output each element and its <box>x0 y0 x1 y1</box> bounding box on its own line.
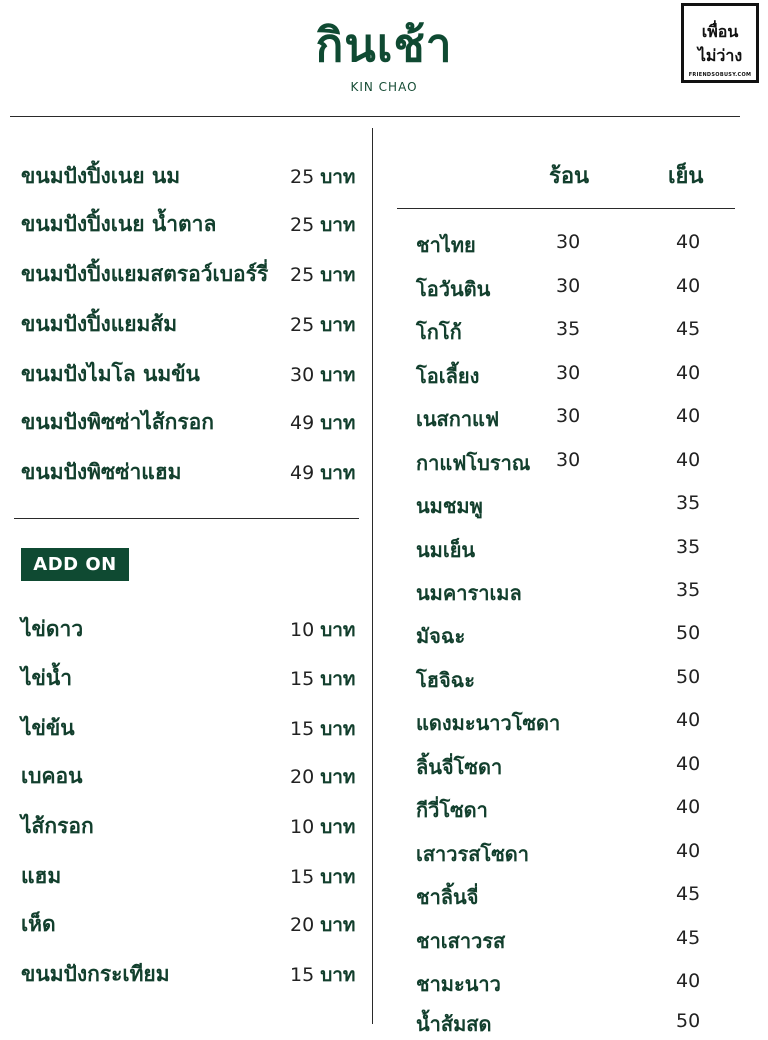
addon-item-name: ไส้กรอก <box>21 814 94 838</box>
menu-item-price <box>290 408 355 438</box>
drink-hot-price: 30 <box>556 362 581 384</box>
menu-item-name: ขนมปังปิ้งเนย น้ำตาล <box>21 212 217 236</box>
drink-name: เสาวรสโซดา <box>416 842 529 866</box>
drink-name: โอเลี้ยง <box>416 364 480 388</box>
page-title: กินเช้า <box>315 18 453 72</box>
price-value: 25 <box>290 314 315 336</box>
drink-name: แดงมะนาวโซดา <box>416 711 561 735</box>
drink-name: น้ำส้มสด <box>416 1012 492 1036</box>
drink-cold-price: 50 <box>676 622 701 644</box>
drink-cold-price: 45 <box>676 883 701 905</box>
addon-item-price <box>290 615 355 645</box>
page-subtitle: KIN CHAO <box>350 80 418 94</box>
drink-name: โกโก้ <box>416 320 462 344</box>
addon-item-price <box>290 960 355 990</box>
drink-cold-price: 45 <box>676 318 701 340</box>
drink-cold-price: 40 <box>676 753 701 775</box>
price-value: 25 <box>290 264 315 286</box>
toast-section-divider <box>14 518 359 519</box>
menu-item-price <box>290 162 355 192</box>
price-unit: บาท <box>320 166 356 188</box>
drink-hot-price: 30 <box>556 405 581 427</box>
price-unit: บาท <box>320 766 356 788</box>
addon-item-price <box>290 812 355 842</box>
drink-name: ชาเสาวรส <box>416 929 506 953</box>
addon-item-price <box>290 664 355 694</box>
drink-cold-price: 40 <box>676 796 701 818</box>
drink-name: นมชมพู <box>416 494 483 518</box>
brand-logo <box>681 3 759 83</box>
menu-item-price <box>290 260 355 290</box>
drink-cold-price: 40 <box>676 840 701 862</box>
drink-name: กาแฟโบราณ <box>416 451 531 475</box>
drink-name: มัจฉะ <box>416 624 466 648</box>
drink-cold-price: 40 <box>676 449 701 471</box>
addon-badge: ADD ON <box>21 548 129 581</box>
menu-item-name: ขนมปังพิซซ่าไส้กรอก <box>21 410 214 434</box>
addon-item-name: ไข่ข้น <box>21 716 75 740</box>
addon-item-price <box>290 910 355 940</box>
header-divider <box>10 116 740 117</box>
menu-item-price <box>290 310 355 340</box>
price-value: 49 <box>290 462 315 484</box>
menu-item-price <box>290 458 355 488</box>
menu-item-name: ขนมปังพิซซ่าแฮม <box>21 460 182 484</box>
drink-name: โฮจิฉะ <box>416 668 476 692</box>
price-value: 25 <box>290 166 315 188</box>
menu-item-name: ขนมปังไมโล นมข้น <box>21 362 200 386</box>
price-value: 15 <box>290 718 315 740</box>
addon-item-price <box>290 862 355 892</box>
logo-line-3: FRIENDSOBUSY.COM <box>688 72 752 78</box>
drink-name: ลิ้นจี่โซดา <box>416 755 503 779</box>
drink-cold-price: 35 <box>676 579 701 601</box>
drink-cold-price: 35 <box>676 492 701 514</box>
addon-item-name: เบคอน <box>21 764 83 788</box>
price-value: 15 <box>290 866 315 888</box>
logo-line-1: เพื่อน <box>701 22 739 41</box>
drink-cold-price: 40 <box>676 362 701 384</box>
price-unit: บาท <box>320 816 356 838</box>
drink-cold-price: 35 <box>676 536 701 558</box>
price-value: 30 <box>290 364 315 386</box>
drink-cold-price: 40 <box>676 970 701 992</box>
menu-item-name: ขนมปังปิ้งแยมส้ม <box>21 312 178 336</box>
drink-hot-price: 35 <box>556 318 581 340</box>
drink-name: ชาไทย <box>416 233 476 257</box>
drink-cold-price: 40 <box>676 405 701 427</box>
price-unit: บาท <box>320 412 356 434</box>
menu-item-price <box>290 360 355 390</box>
price-value: 49 <box>290 412 315 434</box>
menu-item-name: ขนมปังปิ้งเนย นม <box>21 164 181 188</box>
price-value: 25 <box>290 214 315 236</box>
drink-hot-price: 30 <box>556 231 581 253</box>
price-unit: บาท <box>320 718 356 740</box>
price-value: 15 <box>290 668 315 690</box>
drink-cold-price: 40 <box>676 709 701 731</box>
price-value: 20 <box>290 766 315 788</box>
column-divider <box>372 128 373 1024</box>
addon-item-name: เห็ด <box>21 912 56 936</box>
addon-item-price <box>290 762 355 792</box>
logo-line-2: ไม่ว่าง <box>697 46 743 65</box>
addon-item-name: ไข่น้ำ <box>21 666 73 690</box>
price-value: 10 <box>290 816 315 838</box>
drinks-header-divider <box>397 208 735 209</box>
addon-item-name: ไข่ดาว <box>21 617 84 641</box>
price-value: 20 <box>290 914 315 936</box>
price-unit: บาท <box>320 364 356 386</box>
price-value: 15 <box>290 964 315 986</box>
price-unit: บาท <box>320 314 356 336</box>
price-unit: บาท <box>320 866 356 888</box>
drink-cold-price: 40 <box>676 231 701 253</box>
drink-name: โอวันติน <box>416 277 491 301</box>
price-value: 10 <box>290 619 315 641</box>
drink-name: ชามะนาว <box>416 972 501 996</box>
price-unit: บาท <box>320 462 356 484</box>
menu-item-price <box>290 210 355 240</box>
price-unit: บาท <box>320 964 356 986</box>
drink-cold-price: 40 <box>676 275 701 297</box>
addon-item-name: ขนมปังกระเทียม <box>21 962 170 986</box>
drink-name: ชาลิ้นจี่ <box>416 885 479 909</box>
drink-name: นมคาราเมล <box>416 581 522 605</box>
drink-hot-price: 30 <box>556 449 581 471</box>
drink-cold-price: 50 <box>676 1010 701 1032</box>
drink-name: กีวี่โซดา <box>416 798 488 822</box>
price-unit: บาท <box>320 214 356 236</box>
drink-hot-price: 30 <box>556 275 581 297</box>
addon-item-name: แฮม <box>21 864 62 888</box>
drink-name: นมเย็น <box>416 538 476 562</box>
drink-cold-price: 50 <box>676 666 701 688</box>
hot-column-header: ร้อน <box>549 164 590 189</box>
drink-name: เนสกาแฟ <box>416 407 500 431</box>
addon-item-price <box>290 714 355 744</box>
price-unit: บาท <box>320 914 356 936</box>
menu-item-name: ขนมปังปิ้งแยมสตรอว์เบอร์รี่ <box>21 262 269 286</box>
price-unit: บาท <box>320 264 356 286</box>
cold-column-header: เย็น <box>668 164 704 189</box>
price-unit: บาท <box>320 619 356 641</box>
price-unit: บาท <box>320 668 356 690</box>
drink-cold-price: 45 <box>676 927 701 949</box>
